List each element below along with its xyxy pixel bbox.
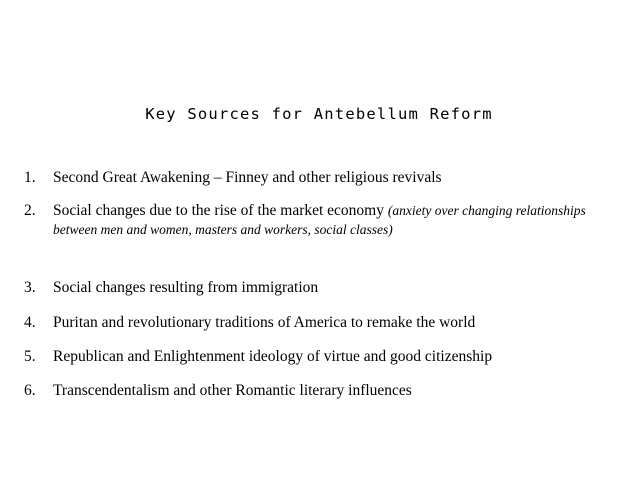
list-item-text: Social changes due to the rise of the market economy: [53, 202, 388, 219]
list-item-body: [53, 278, 624, 297]
list-item-number: 4.: [24, 314, 36, 331]
list-item: [24, 201, 624, 239]
list-item-body: [53, 381, 624, 400]
list-item-text: Transcendentalism and other Romantic literary influences: [53, 382, 412, 399]
list-item-body: [53, 201, 624, 239]
list-item: [24, 347, 624, 366]
list-item: [24, 313, 624, 332]
list-item-number: 5.: [24, 348, 36, 365]
list-item-body: [53, 168, 624, 187]
list-item-number: 1.: [24, 169, 36, 186]
list-item: [24, 381, 624, 400]
list-item-text: Social changes resulting from immigration: [53, 279, 319, 296]
list-item-number: 2.: [24, 202, 36, 219]
list-item: [24, 278, 624, 297]
list-item-text: Second Great Awakening – Finney and other religious revivals: [53, 169, 442, 186]
list-item-body: [53, 313, 624, 332]
list-item-text: Puritan and revolutionary traditions of America to remake the world: [53, 314, 476, 331]
list-item-body: [53, 347, 624, 366]
list-item: [24, 168, 624, 187]
list-item-number: 6.: [24, 382, 36, 399]
list-item-text: Republican and Enlightenment ideology of virtue and good citizenship: [53, 348, 493, 365]
list-item-number: 3.: [24, 279, 36, 296]
list-item-note: (anxiety over changing relationships between men and women, masters and workers, social classes): [53, 203, 586, 237]
slide-title: Key Sources for Antebellum Reform: [145, 105, 493, 123]
